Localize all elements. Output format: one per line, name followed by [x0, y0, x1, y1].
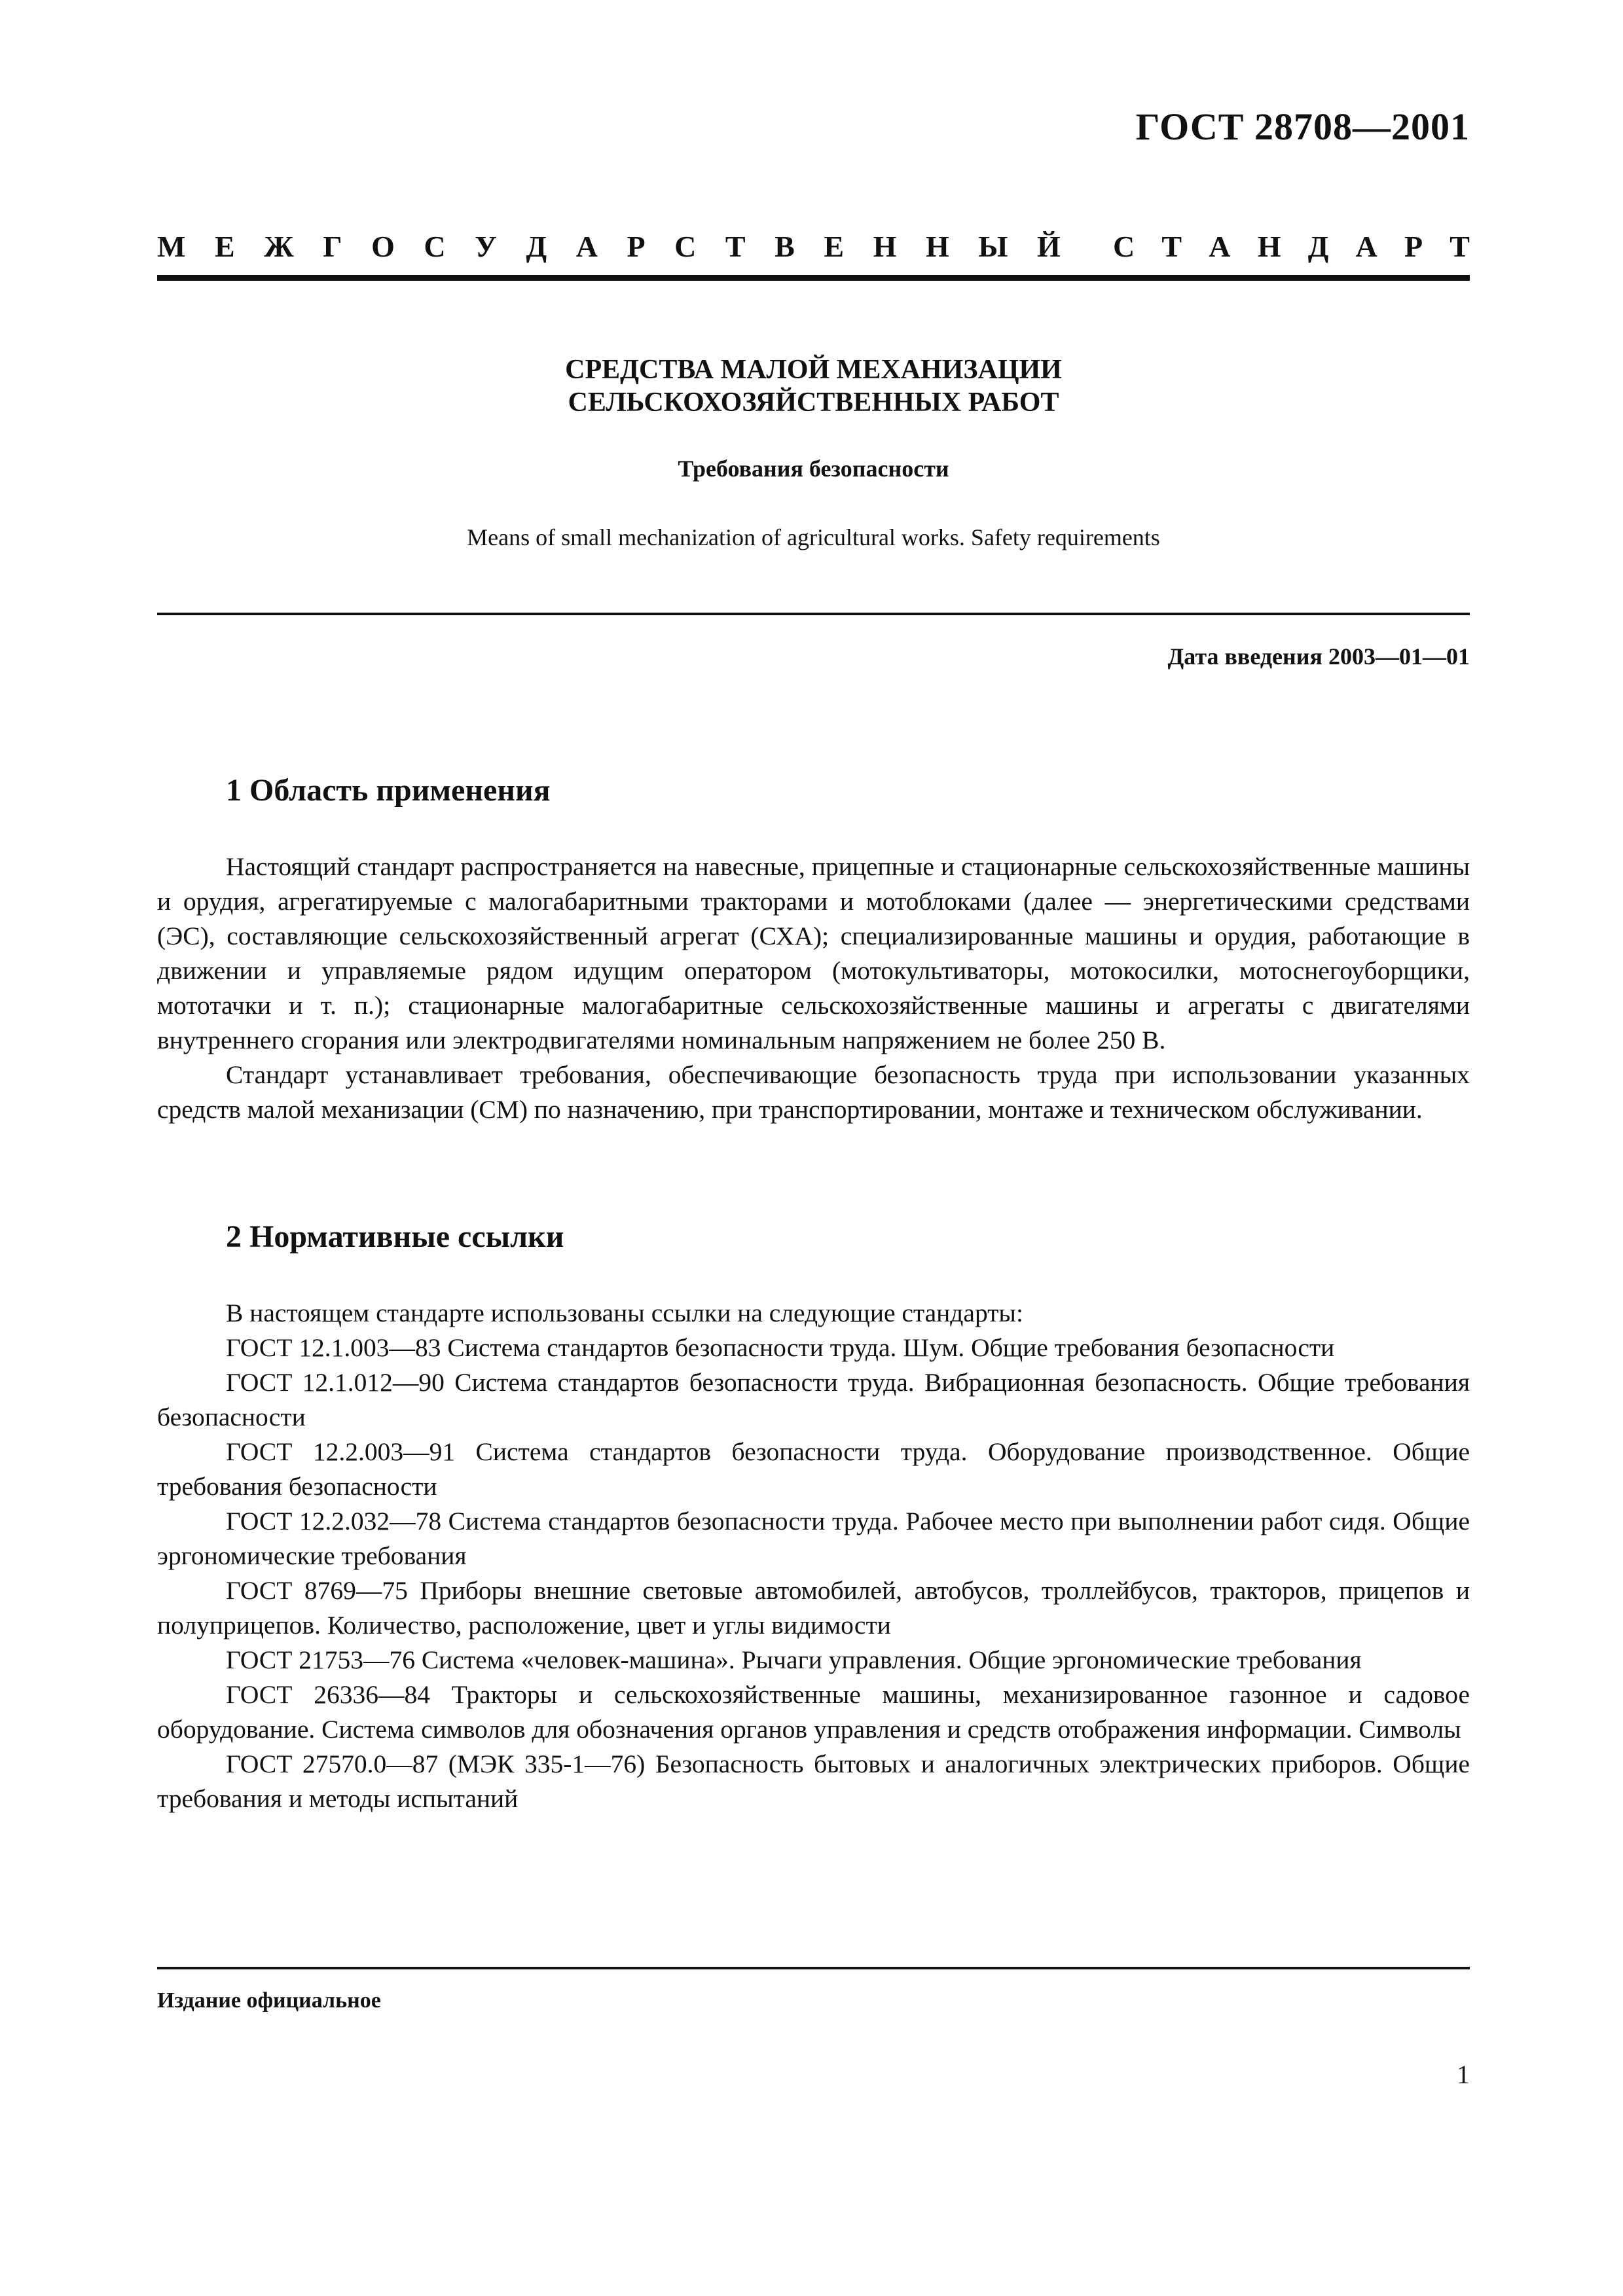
official-edition-label: Издание официальное	[157, 1988, 381, 2013]
reference-item: ГОСТ 8769—75 Приборы внешние световые автомобилей, автобусов, троллейбусов, тракторов, прицепов и полуприцепов. Количество, расположение, цвет и углы видимости	[157, 1576, 1470, 1640]
title-line-2: СЕЛЬСКОХОЗЯЙСТВЕННЫХ РАБОТ	[568, 387, 1059, 418]
reference-item: ГОСТ 12.1.012—90 Система стандартов безопасности труда. Вибрационная безопасность. Общие требования безопасности	[157, 1368, 1470, 1431]
title-divider	[157, 613, 1470, 615]
paragraph: Стандарт устанавливает требования, обеспечивающие безопасность труда при использовании указанных средств малой механизации (СМ) по назначению, при транспортировании, монтаже и техническом обслуживании.	[157, 1060, 1470, 1124]
banner-word-interstate: М Е Ж Г О С У Д А Р С Т В Е Н Н Ы Й	[157, 230, 1061, 263]
reference-item: ГОСТ 12.2.032—78 Система стандартов безопасности труда. Рабочее место при выполнении работ сидя. Общие эргономические требования	[157, 1507, 1470, 1570]
section-1-body	[157, 850, 1470, 1127]
introduction-date: Дата введения 2003—01—01	[1167, 643, 1470, 670]
document-number: ГОСТ 28708—2001	[1135, 105, 1470, 148]
paragraph: Настоящий стандарт распространяется на навесные, прицепные и стационарные сельскохозяйственные машины и орудия, агрегатируемые с малогабаритными тракторами и мотоблоками (далее — энергетическими средствами (ЭС), составляющие сельскохозяйственный агрегат (СХА); специализированные машины и орудия, работающие в движении и управляемые рядом идущим оператором (мотокультиваторы, мотокосилки, мотоснегоуборщики, мототачки и т. п.); стационарные малогабаритные сельскохозяйственные машины и агрегаты с двигателями внутреннего сгорания или электродвигателями номинальным напряжением не более 250 В.	[157, 852, 1470, 1054]
interstate-standard-banner	[157, 229, 1470, 264]
reference-item: ГОСТ 27570.0—87 (МЭК 335-1—76) Безопасность бытовых и аналогичных электрических приборов. Общие требования и методы испытаний	[157, 1749, 1470, 1813]
reference-item: ГОСТ 12.1.003—83 Система стандартов безопасности труда. Шум. Общие требования безопасности	[226, 1333, 1335, 1362]
banner-word-standard: С Т А Н Д А Р Т	[1113, 230, 1470, 263]
document-subtitle: Требования безопасности	[678, 456, 949, 482]
document-title	[157, 353, 1470, 419]
english-title: Means of small mechanization of agricultural works. Safety requirements	[467, 524, 1160, 550]
page-number: 1	[1457, 2060, 1470, 2089]
reference-item: ГОСТ 21753—76 Система «человек-машина». Рычаги управления. Общие эргономические требования	[226, 1645, 1362, 1674]
section-2-heading: 2 Нормативные ссылки	[226, 1219, 564, 1254]
reference-item: ГОСТ 12.2.003—91 Система стандартов безопасности труда. Оборудование производственное. Общие требования безопасности	[157, 1437, 1470, 1501]
header-divider	[157, 275, 1470, 281]
section-1-heading: 1 Область применения	[226, 773, 551, 808]
paragraph: В настоящем стандарте использованы ссылки на следующие стандарты:	[226, 1299, 1023, 1327]
reference-item: ГОСТ 26336—84 Тракторы и сельскохозяйственные машины, механизированное газонное и садовое оборудование. Система символов для обозначения органов управления и средств отображения информации. Символы	[157, 1680, 1470, 1744]
section-2-body	[157, 1296, 1470, 1816]
footer-divider	[157, 1967, 1470, 1969]
title-line-1: СРЕДСТВА МАЛОЙ МЕХАНИЗАЦИИ	[565, 355, 1062, 385]
